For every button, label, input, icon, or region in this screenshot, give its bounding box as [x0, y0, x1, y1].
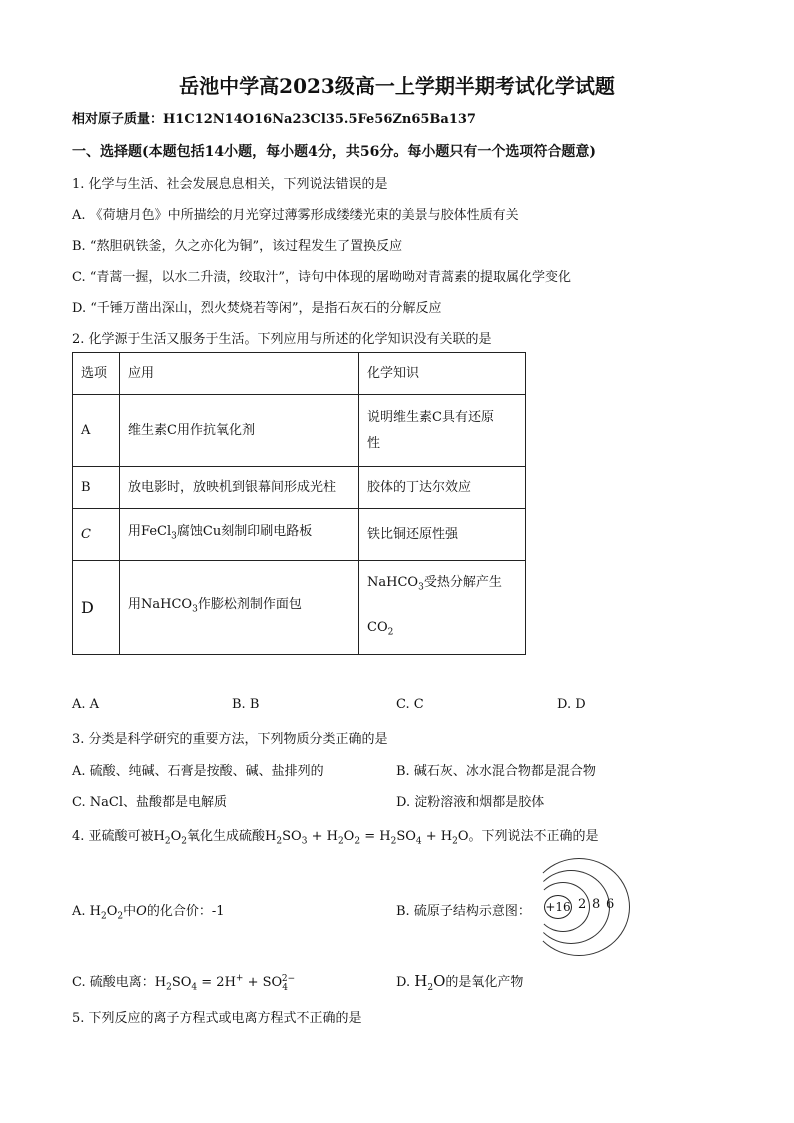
- formula-fecl3: FeCl: [141, 524, 172, 540]
- sulfur-atom-diagram: [542, 858, 620, 954]
- knowledge-line: [367, 570, 517, 601]
- knowledge-line: 性: [367, 435, 381, 451]
- q3-option-c: [72, 791, 227, 810]
- text-fragment: 、盐酸都是电解质: [122, 795, 227, 810]
- q1-option-d: D. “千锤万凿出深山，烈火焚烧若等闲”，是指石灰石的分解反应: [72, 301, 442, 316]
- q4-option-b: B. 硫原子结构示意图：: [396, 904, 531, 919]
- formula-co2: CO: [367, 619, 388, 635]
- row-option: D: [73, 561, 120, 655]
- formula-cu: Cu: [202, 524, 222, 540]
- row-knowledge: [359, 395, 526, 467]
- page-title: 岳池中学高2023级高一上学期半期考试化学试题: [179, 74, 615, 98]
- header-application: 应用: [120, 353, 359, 395]
- q5-stem: 5. 下列反应的离子方程式或电离方程式不正确的是: [72, 1011, 362, 1026]
- header-option: 选项: [73, 353, 120, 395]
- text-fragment: 作膨松剂制作面包: [197, 597, 302, 613]
- text-fragment: 氧化生成硫酸: [187, 829, 266, 844]
- knowledge-line: 说明维生素C具有还原: [367, 409, 494, 425]
- row-option: C: [73, 509, 120, 561]
- text-fragment: 用: [128, 597, 142, 613]
- table-row: [73, 509, 526, 561]
- text-fragment: D.: [396, 975, 415, 990]
- element-symbol: O: [136, 904, 147, 919]
- q4-option-c: C. 硫酸电离：$H_2SO_4 = 2H^+ + SO_4^{2-}$: [72, 973, 296, 993]
- q3-option-d: D. 淀粉溶液和烟都是胶体: [396, 795, 545, 810]
- text-fragment: 中: [123, 904, 137, 919]
- row-application: [120, 509, 359, 561]
- q2-choice-d: D. D: [557, 697, 586, 712]
- q4-option-d: D. $H_2O$的是氧化产物: [396, 972, 524, 993]
- q2-choice-b: B. B: [232, 697, 260, 712]
- row-application: [120, 561, 359, 655]
- subscript: 3: [192, 604, 198, 615]
- q1-stem: 1. 化学与生活、社会发展息息相关，下列说法错误的是: [72, 177, 388, 192]
- q1-option-c: C. “青蒿一握，以水二升渍，绞取汁”，诗句中体现的屠呦呦对青蒿素的提取属化学变化: [72, 270, 572, 285]
- q3-option-a: A. 硫酸、纯碱、石膏是按酸、碱、盐排列的: [72, 764, 324, 779]
- section-heading: 一、选择题(本题包括14小题，每小题4分，共56分。每小题只有一个选项符合题意): [72, 144, 596, 160]
- text-fragment: 刻制印刷电路板: [221, 524, 313, 540]
- text-fragment: 用: [128, 524, 142, 540]
- q3-stem: 3. 分类是科学研究的重要方法，下列物质分类正确的是: [72, 732, 388, 747]
- knowledge-line: [367, 615, 517, 646]
- row-knowledge: 铁比铜还原性强: [359, 509, 526, 561]
- text-fragment: 。下列说法不正确的是: [468, 829, 599, 844]
- q2-table: [72, 352, 526, 655]
- subscript: 3: [171, 531, 177, 542]
- row-knowledge: [359, 561, 526, 655]
- text-fragment: C. 硫酸电离：: [72, 975, 155, 990]
- subscript: 3: [418, 582, 424, 593]
- row-knowledge: 胶体的丁达尔效应: [359, 467, 526, 509]
- shell-count: 8: [592, 897, 601, 912]
- formula-nahco3: NaHCO: [141, 597, 193, 613]
- shell-count: 6: [606, 897, 615, 912]
- nucleus: +16: [544, 895, 572, 919]
- q3-option-b: B. 碱石灰、冰水混合物都是混合物: [396, 764, 596, 779]
- text-fragment: 腐蚀: [176, 524, 203, 540]
- formula-nahco3: NaHCO: [367, 574, 419, 590]
- text-fragment: 的化合价：-1: [146, 904, 225, 919]
- text-fragment: A.: [72, 904, 90, 919]
- q1-option-b: B. “熬胆矾铁釜，久之亦化为铜”，该过程发生了置换反应: [72, 239, 403, 254]
- q2-choice-a: A. A: [72, 697, 100, 712]
- text-fragment: 的是氧化产物: [445, 975, 524, 990]
- text-fragment: 受热分解产生: [423, 574, 502, 590]
- subscript: 2: [387, 627, 394, 638]
- atomic-mass-line: 相对原子质量：H1C12N14O16Na23Cl35.5Fe56Zn65Ba137: [72, 112, 476, 127]
- row-application: 放电影时，放映机到银幕间形成光柱: [120, 467, 359, 509]
- formula-nacl: NaCl: [89, 795, 123, 810]
- row-application: 维生素C用作抗氧化剂: [120, 395, 359, 467]
- table-row: [73, 395, 526, 467]
- shell-count: 2: [578, 897, 587, 912]
- q4-option-a: A. $H_2O_2$中O的化合价：-1: [72, 904, 225, 922]
- text-fragment: 4. 亚硫酸可被: [72, 829, 154, 844]
- table-row: [73, 561, 526, 655]
- q4-stem: 4. 亚硫酸可被$H_2O_2$氧化生成硫酸$H_2SO_3 + H_2O_2 = H_2SO_4 + H_2O$。下列说法不正确的是: [72, 829, 599, 847]
- q2-stem: 2. 化学源于生活又服务于生活。下列应用与所述的化学知识没有关联的是: [72, 332, 492, 347]
- text-fragment: C.: [72, 795, 90, 810]
- table-header-row: [73, 353, 526, 395]
- table-row: [73, 467, 526, 509]
- row-option: A: [73, 395, 120, 467]
- q2-choice-c: C. C: [396, 697, 424, 712]
- q1-option-a: A. 《荷塘月色》中所描绘的月光穿过薄雾形成缕缕光束的美景与胶体性质有关: [72, 208, 519, 223]
- row-option: B: [73, 467, 120, 509]
- header-knowledge: 化学知识: [359, 353, 526, 395]
